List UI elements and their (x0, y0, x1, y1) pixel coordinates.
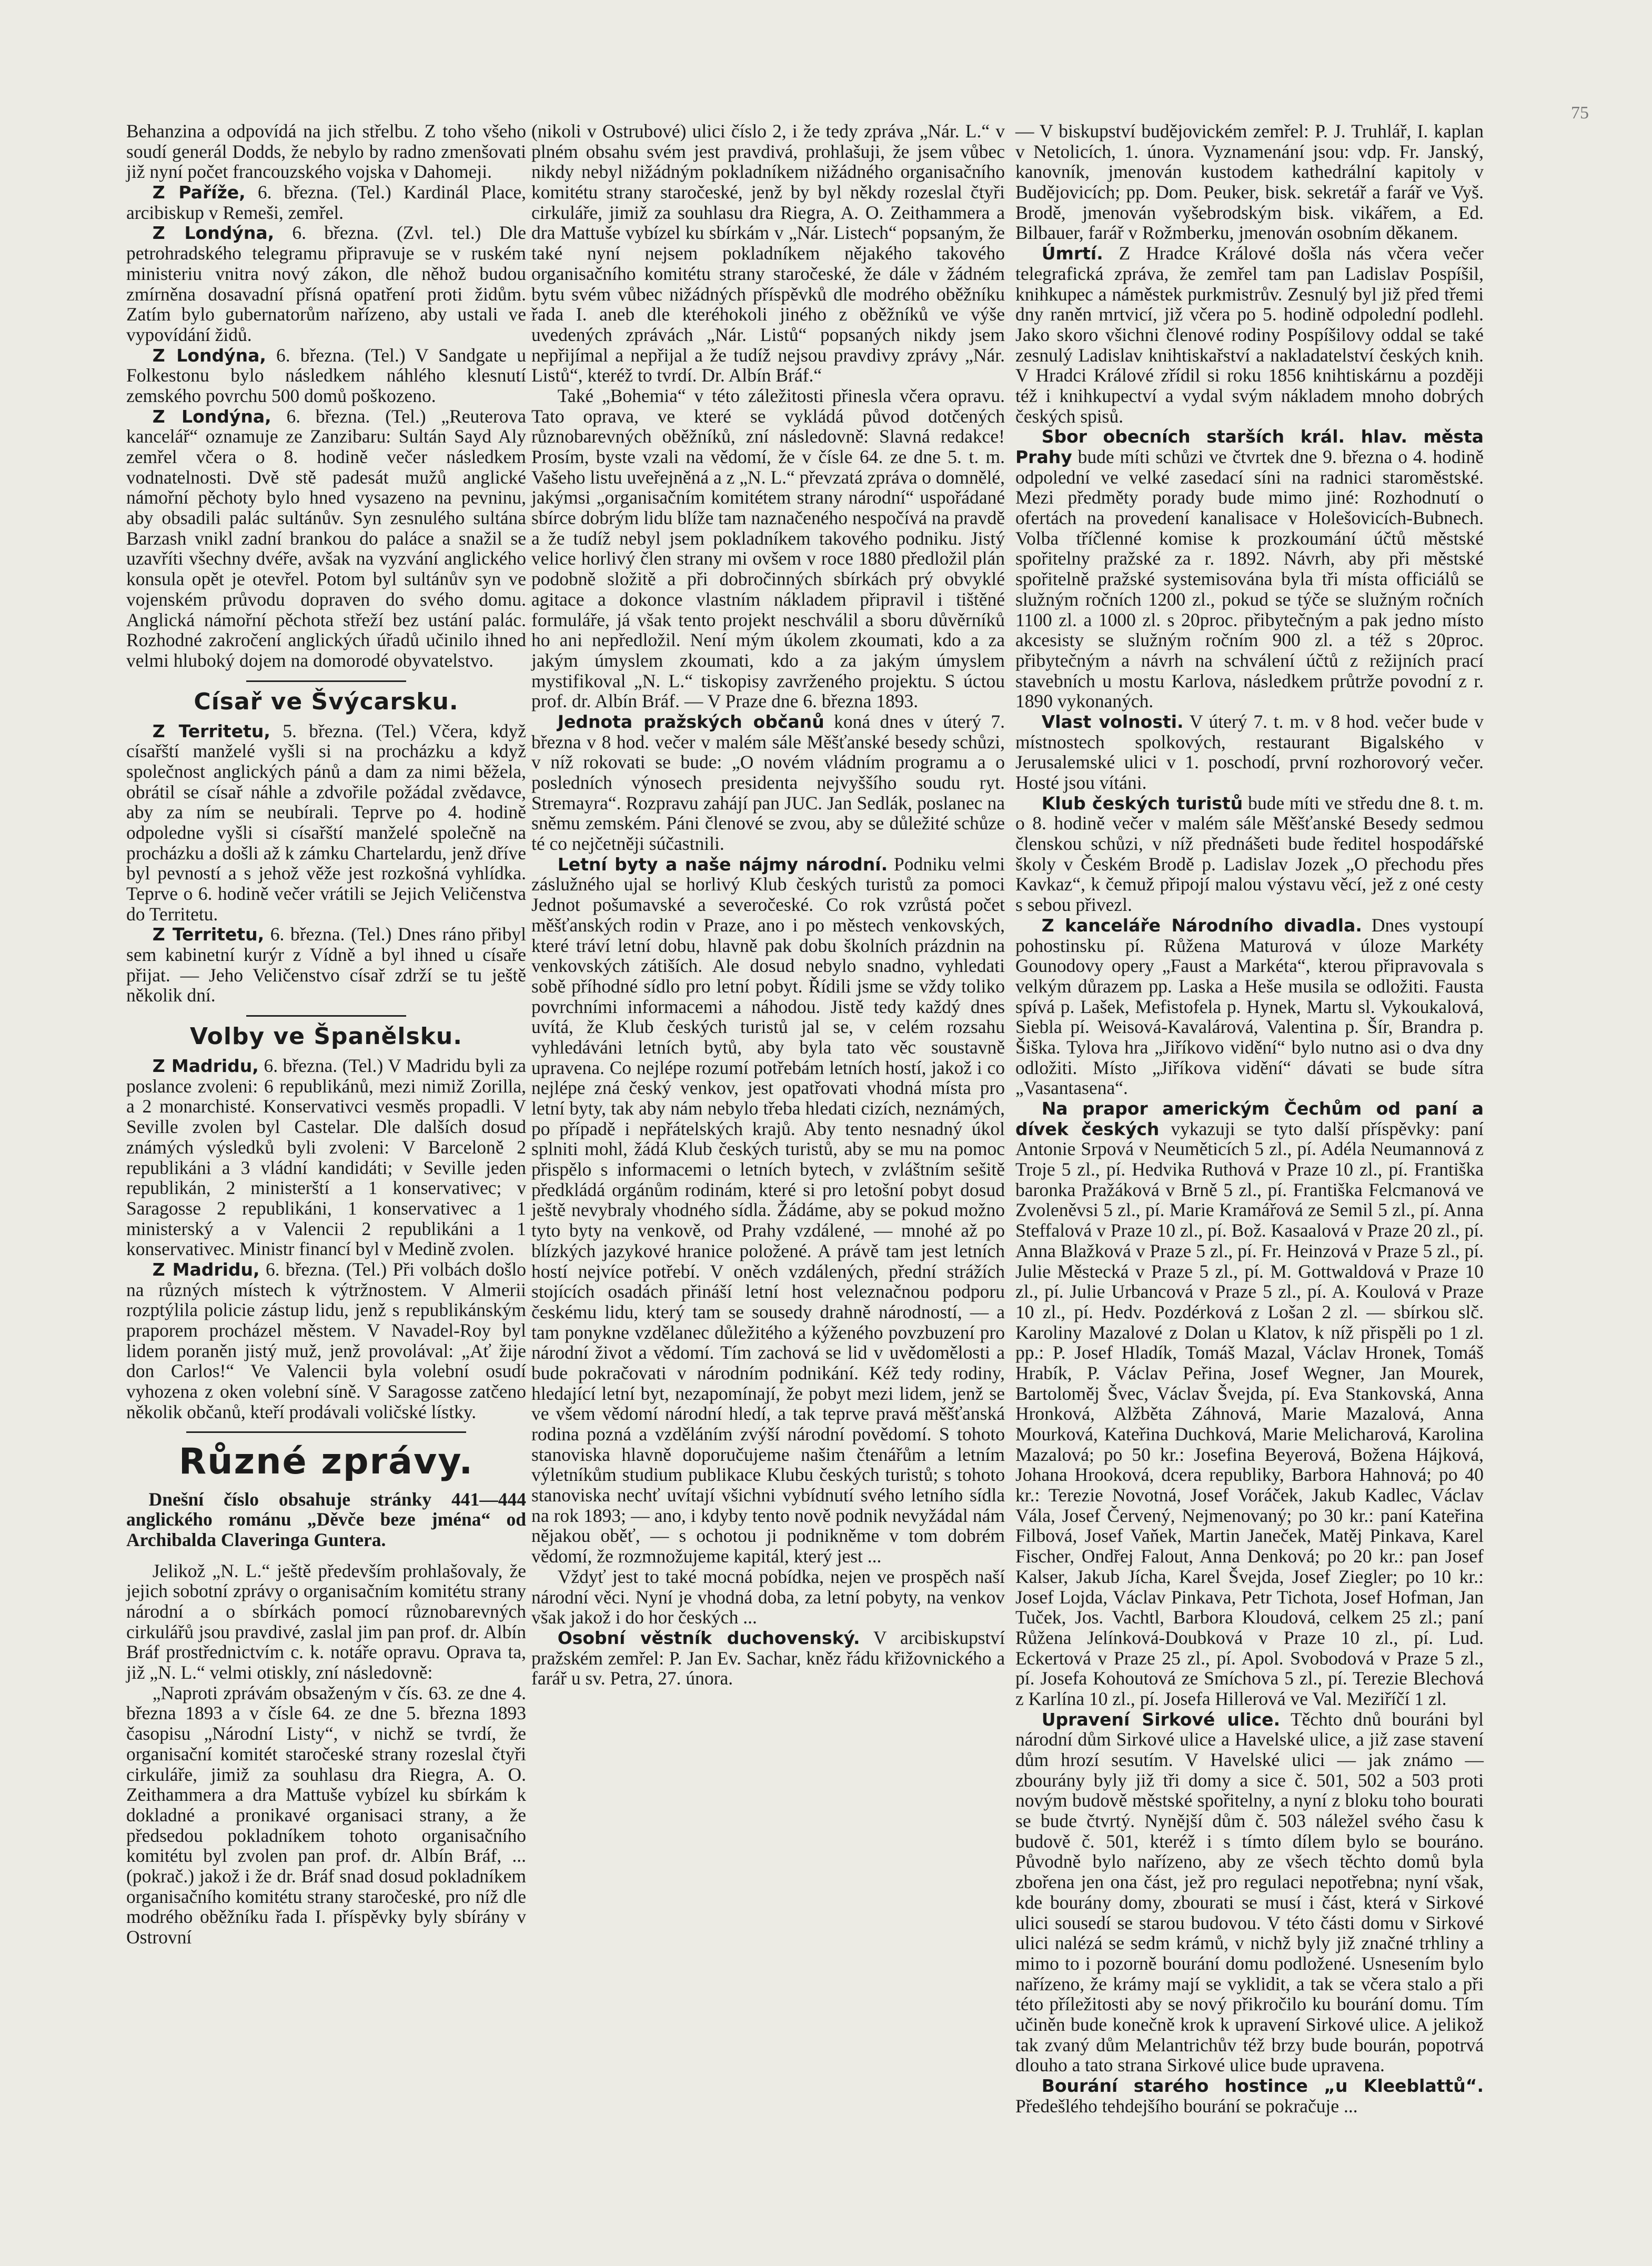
article-text: 6. března. (Tel.) Dnes ráno přibyl sem kabinetní kurýr z Vídně a byl ihned u císaře přijat. — Jeho Veličenstvo císař zdrží se tu ještě několik dní. (126, 924, 526, 1006)
dateline: Z Paříže, (152, 182, 246, 203)
novel-notice: Dnešní číslo obsahuje stránky 441—444 anglického románu „Děvče beze jména“ od Archibalda Claveringa Guntera. (126, 1488, 526, 1550)
article-text: Podniku velmi záslužného ujal se horlivý Klub českých turistů za pomoci Jednot pošumavské a severočeské. Co rok vzrůstá počet měšťanských rodin v Praze, ano i po městech venkovských, které tráví letní dobu, hlavně pak dobu školních prázdnin na venkovských zátiších. Ale dosud nebylo snadno, vyhledati sobě příhodné sídlo pro letní pobyt. Řídili jsme se vždy toliko povrchními informacemi a náhodou. Jistě tedy každý dnes uvítá, že Klub českých turistů jal se, v celém rozsahu vyhledáváni letních bytů, aby byla tato věc soustavně upravena. Co nejlépe rozumí potřebám letních hostí, jakož i co nejlépe zná český venkov, jest opatřovati vhodná místa pro letní byty, tak aby nám nebylo třeba hledati cizích, neznámých, po případě i nepřátelských krajů. Aby tento nesnadný úkol splniti mohl, žádá Klub českých turistů, aby se mu na pomoc přispělo s informacemi o letních bytech, v zvláštním sešitě předkládá orgánům rodinám, které si pro letošní pobyt dosud ještě nevybraly vhodného sídla. Žádáme, aby se pokud možno tyto byty na venkově, od Prahy vzdálené, — mnohé až po blízkých jazykové hranice položené. A právě tam jest letních hostí nejvíce potřebí. V oněch vzdálených, přední strážích stojících osadách přináší letní host veleznačnou podporu českému lidu, který tam se sousedy drahně národností, — a tam ponykne vzdělanec důležitého a kýženého povzbuzení pro národní život a vědomí. Tím zachová se lid v uvědomělosti a bude pokračovati v národním podnikání. Kéž tedy rodiny, hledající letní byt, nezapomínají, že pobyt mezi lidem, jenž se ve všem vědomí národní hledí, a tak teprve pravá měšťanská rodina pozná a vzděláním zvýší národní povědomí. S tohoto stanoviska hlavně doporučujeme našim čtenářům a letním výletníkům studium publikace Klubu českých turistů; s tohoto stanoviska nechť uvítají všichni vybídnutí svého letního sídla na rok 1893; — ano, i kdyby tento nově podnik nevyžádal nám nějakou oběť, — s ochotou ji podnikněme v tom dobrém vědomí, že rozmnožujeme kapitál, který jest ... (531, 853, 1005, 1567)
article-letni-byty (531, 854, 1005, 1567)
article-text: koná dnes v úterý 7. března v 8 hod. večer v malém sále Měšťanské besedy schůzi, v níž rokovati se bude: „O novém vládním programu a o posledních výnosech presidenta nejvyššího soudu ryt. Stremayra“. Rozpravu zahájí pan JUC. Jan Sedlák, poslanec na sněmu zemském. Páni členové se zvou, aby se důležité schůze té co nejčetněji súčastnili. (531, 710, 1005, 855)
dateline: Z Londýna, (152, 406, 271, 427)
article-text: V úterý 7. t. m. v 8 hod. večer bude v místnostech spolkových, restaurant Bigalského v Jerusalemské ulici v 1. poschodí, první rozhorovorý večer. Hosté jsou vítáni. (1015, 710, 1484, 793)
article-bourani (1015, 2076, 1484, 2116)
article-text: Z Hradce Králové došla nás včera večer telegrafická zpráva, že zemřel tam pan Ladislav Pospíšil, knihkupec a náměstek purkmistrův. Zesnulý byl již před třemi dny raněn mrtvicí, již včera po 5. hodině odpolední podlehl. Jako skoro všichni členové rodiny Pospíšilovy oddal se také zesnulý Ladislav knihtiskařství a nakladatelství českých knih. V Hradci Králové zřídil si roku 1856 knihtiskárnu a později též i knihkupectví a vydal svým nákladem mnoho dobrých českých spisů. (1015, 243, 1484, 427)
dateline: Osobní věstník duchovenský. (557, 1627, 860, 1648)
article-jednota (531, 711, 1005, 854)
dateline: Klub českých turistů (1041, 793, 1243, 814)
article-klub (1015, 793, 1484, 915)
dateline: Letní byty a naše nájmy národní. (557, 854, 888, 875)
column-2 (531, 121, 1005, 1689)
divider (246, 1015, 406, 1017)
article-london-3 (126, 406, 526, 671)
dateline: Z Madridu, (152, 1259, 260, 1280)
article-braf-continued: (nikoli v Ostrubové) ulici číslo 2, i že tedy zpráva „Nár. L.“ v plném obsahu svém jest pravdivá, prohlašuji, že jsem vůbec nikdy nebyl nižádným pokladníkem nižádného organisačního komitétu strany staročeské, jenž by byl někdy rozeslal čtyři cirkuláře, jimiž za souhlasu dra Riegra, A. O. Zeithammera a dra Mattuše vybízel ku sbírkám v „Nár. Listech“ popsaným, že také nyní nejsem pokladníkem nějakého takového organisačního komitétu strany staročeské, že dále v žádném bytu svém vůbec nižádných příspěvků dle modrého oběžníku řada I. aneb dle kteréhokoli jiného z oběžníků ve výše uvedených zprávách „Nár. Listů“ popsaných nikdy jsem nepřijímal a nepřijal a že tudíž nejsou pravdivy zprávy „Nár. Listů“, kteréž to tvrdí. Dr. Albín Bráf.“ (531, 121, 1005, 386)
article-territet-2 (126, 924, 526, 1006)
article-text: vykazuji se tyto další příspěvky: paní Antonie Srpová v Neuměticích 5 zl., pí. Adéla Neumannová z Troje 5 zl., pí. Hedvika Ruthová v Praze 10 zl., pí. Františka baronka Pražáková v Brně 5 zl., pí. Františka Felcmanová ve Zvoleněvsi 5 zl., pí. Marie Kramářová ze Semil 5 zl., pí. Anna Steffalová v Praze 10 zl., pí. Bož. Kasaalová v Praze 20 zl., pí. Anna Blažková v Praze 5 zl., pí. Fr. Heinzová v Praze 5 zl., pí. Julie Městecká v Praze 5 zl., pí. M. Gottwaldová v Praze 10 zl., pí. Julie Urbancová v Praze 5 zl., pí. A. Koulová v Praze 10 zl., pí. Hedv. Pozdérková z Lošan 2 zl. — sbírkou slč. Karoliny Mazalové z Dolan u Klatov, k níž přispěli po 1 zl. pp.: P. Josef Hladík, Tomáš Mazal, Václav Hronek, Tomáš Hrabík, P. Václav Peřina, Josef Wegner, Jan Mourek, Bartoloměj Švec, Václav Švejda, pí. Eva Stankovská, Anna Hronková, Alžběta Záhnová, Marie Mazalová, Anna Mourková, Kateřina Duchková, Marie Melicharová, Karolina Mazalová; po 50 kr.: Josefina Beyerová, Božena Hájková, Johana Hrooková, dcera republiky, Barbora Hahnová; po 40 kr.: Terezie Novotná, Josef Voráček, Jakub Kadlec, Václav Vála, Josef Červený, Nejmenovaný; po 30 kr.: paní Kateřina Filbová, Josef Vaňek, Martin Janeček, Matěj Pinkava, Karel Fischer, Ondřej Falout, Anna Denková; po 20 kr.: pan Josef Kalser, Jakub Jícha, Karel Švejda, Josef Ziegler; po 10 kr.: Josef Lojda, Václav Pinkava, Petr Tichota, Josef Hofman, Jan Tuček, Jos. Vachtl, Barbora Kloudová, celkem 25 zl.; paní Růžena Jelínková-Doubková v Praze 10 zl., pí. Lud. Eckertová v Praze 25 zl., pí. Apol. Svobodová v Praze 5 zl., pí. Josefa Kohoutová ze Smíchova 5 zl., pí. Terezie Blechová z Karlína 10 zl., pí. Josefa Hillerová ve Val. Meziříčí 1 zl. (1015, 1118, 1484, 1709)
column-3 (1015, 121, 1484, 2116)
dateline: Bourání starého hostince „u Kleeblattů“. (1041, 2076, 1484, 2096)
dateline: Na prapor americkým Čechům od paní a dívek českých (1015, 1098, 1484, 1139)
section-heading-misc: Různé zprávy. (178, 1441, 474, 1483)
article-osobni-vestnik (531, 1628, 1005, 1689)
dateline: Upravení Sirkové ulice. (1041, 1709, 1281, 1730)
article-text: Předešlého tehdejšího bourání se pokračuje ... (1015, 2095, 1358, 2117)
dateline: Z Territetu, (152, 924, 265, 945)
dateline: Jednota pražských občanů (557, 711, 824, 732)
article-sirkova (1015, 1709, 1484, 2076)
article-madrid-2 (126, 1259, 526, 1422)
section-heading-spain: Volby ve Španělsku. (190, 1023, 462, 1050)
dateline: Z Londýna, (152, 223, 275, 244)
page-number: 75 (1571, 103, 1589, 123)
article-continuation: Vždyť jest to také mocná pobídka, nejen ve prospěch naší národní věci. Nyní je vhodná doba, za letní pobyty, na venkov však jakož i do hor českých ... (531, 1566, 1005, 1628)
article-london-2 (126, 345, 526, 406)
article-madrid-1 (126, 1056, 526, 1259)
article-text: 5. března. (Tel.) Včera, když císařští manželé vyšli si na procházku a když společnost anglických pánů a dam za nimi běžela, obrátil se císař náhle a zdvořile požádal zvědavce, aby za ním se neubírali. Teprve po 4. hodině odpoledne vyšli si císařští manželé společně na procházku a došli až k zámku Chartelardu, jenž dříve byl pevností a s jehož věže jest rozkošná vyhlídka. Teprve o 6. hodině večer vrátili se Jejich Veličenstva do Territetu. (126, 720, 527, 925)
article-text: 6. března. (Tel.) „Reuterova kancelář“ oznamuje ze Zanzibaru: Sultán Sayd Aly zemřel včera o 8. hodině večer následkem vodnatelnosti. Dvě stě padesát mužů anglické námořní pěchoty bylo hned vysazeno na pevninu, aby obsadili palác sultánův. Syn zesnulého sultána Barzash vnikl zadní brankou do paláce a snažil se uzavříti všechny dvéře, avšak na vyzvání anglického konsula opět je otevřel. Potom byl sultánův syn ve vojenském průvodu dopraven do svého domu. Anglická námořní pěchota střeží bez ustání palác. Rozhodné zakročení anglických úřadů učinilo ihned velmi hluboký dojem na domorodé obyvatelstvo. (126, 405, 526, 671)
article-text: 6. března. (Tel.) Při volbách došlo na různých místech k výtržnostem. V Almerii rozptýlila policie zástup lidu, jenž s republikánským praporem procházel městem. V Navadel-Roy byl lidem poraněn jistý muž, jenž provolával: „Ať žije don Carlos!“ Ve Valencii byla volební osudí vyhozena z oken volební síně. V Saragosse zatčeno několik občanů, kteří prodávali voličské lístky. (126, 1258, 526, 1422)
article-text: Dnes vystoupí pohostinsku pí. Růžena Maturová v úloze Markéty Gounodovy opery „Faust a Markéta“, kterou připravovala s velkým důrazem pp. Laska a Heše musila se odložiti. Fausta spívá p. Lašek, Mefistofela p. Hynek, Martu sl. Vykoukalová, Siebla pí. Weisová-Kavalárová, Valentina p. Šír, Brandra p. Šiška. Tylova hra „Jiříkovo vidění“ bylo nutno asi o dva dny odložiti. Místo „Jiříkova vidění“ dávati se bude sítra „Vasantasena“. (1015, 914, 1484, 1099)
article-text: 6. března. (Tel.) V Sandgate u Folkestonu bylo následkem náhlého klesnutí zemského povrchu 500 domů poškozeno. (126, 344, 527, 406)
dateline: Z kanceláře Národního divadla. (1041, 915, 1362, 936)
divider (246, 680, 406, 682)
dateline: Sbor obecních starších král. hlav. města Prahy (1015, 426, 1484, 467)
dateline: Úmrtí. (1041, 243, 1103, 264)
article-bohemia: Také „Bohemia“ v této záležitosti přinesla včera opravu. Tato oprava, ve které se vykládá původ dotčených různobarevných oběžníků, zní následovně: Slavná redakce! Prosím, byste vzali na vědomí, že v čísle 64. ze dne 5. t. m. Vašeho listu uveřejněná a z „N. L.“ převzatá zpráva o domnělé, jakýmsi „organisačním komitétem strany národní“ uspořádané sbírce dobrým lidu blíže tam naznačeného nespočívá na pravdě a že tudíž nebyl jsem pokladníkem takového podniku. Jistý velice horlivý člen strany mi ovšem v roce 1880 předložil plán podobně složitě a při dobročinných sbírkách prý obvyklé agitace a dokonce vlastním nákladem připravil i tištěné formuláře, já však tento projekt neschválil a sboru důvěrníků ho ani nepředložil. Není mým úkolem zkoumati, kdo a za jakým úmyslem zkoumati, kdo a za jakým úmyslem mystifikoval „N. L.“ tiskopisy zavrženého projektu. S úctou prof. dr. Albín Bráf. — V Praze dne 6. března 1893. (531, 385, 1005, 712)
dateline: Z Madridu, (152, 1056, 259, 1077)
article-prapor (1015, 1098, 1484, 1709)
article-braf-intro: Jelikož „N. L.“ ještě především prohlašovaly, že jejich sobotní zprávy o organisačním komitétu strany národní a o sbírkách pomocí různobarevných cirkulářů jsou pravdivé, zaslal jim pan prof. dr. Albín Bráf prostřednictvím c. k. notáře opravu. Oprava ta, již „N. L.“ velmi otiskly, zní následovně: (126, 1560, 526, 1683)
article-text: bude míti ve středu dne 8. t. m. o 8. hodině večer v malém sále Měšťanské Besedy sedmou členskou schůzi, v níž přednášeti bude ředitel hospodářské školy v Českém Brodě p. Ladislav Jozek „O přechodu přes Kavkaz“, k čemuž připojí malou výstavu věcí, jež z oné cesty s sebou přivezl. (1015, 792, 1484, 916)
article-territet-1 (126, 721, 526, 925)
dateline: Z Territetu, (152, 720, 270, 741)
article-umrti (1015, 243, 1484, 426)
article-braf-quote: „Naproti zprávám obsaženým v čís. 63. ze dne 4. března 1893 a v čísle 64. ze dne 5. března 1893 časopisu „Národní Listy“, v nichž se tvrdí, že organisační komitét staročeské strany rozeslal čtyři cirkuláře, jimiž za souhlasu dra Riegra, A. O. Zeithammera a dra Mattuše vybízel ku sbírkám k dokladné a pronikavé organisaci strany, a že předsedou pokladníkem tohoto organisačního komitétu byl zvolen pan prof. dr. Albín Bráf, ...(pokrač.) jakož i že dr. Bráf snad dosud pokladníkem organisačního komitétu strany staročeské, pro níž dle modrého oběžníku řada I. příspěvky byly sbírány v Ostrovní (126, 1682, 526, 1948)
article-text: bude míti schůzi ve čtvrtek dne 9. března o 4. hodině odpolední ve velké zasedací síni na radnici staroměstské. Mezi předměty porady bude mimo jiné: Rozhodnutí o ofertách na provedení kanalisace v Holešovicích-Bubnech. Volba tříčlenné komise k prozkoumání účtů městské spořitelny pražské za r. 1892. Návrh, aby při městské spořitelně pražské systemisována byla tři místa officiálů se služným ročních 1200 zl., pokud se týče se služným ročních 1100 zl. a 1000 zl. s 20proc. přibytečným a pak jedno místo akcesisty se služným ročním 900 zl. a též s 20proc. přibytečným a návrh na schválení účtů z režijních prací stavebních u mostu Karlova, následkem průtrže povodní z r. 1890 vykonaných. (1015, 446, 1484, 712)
article-text: V arcibiskupství pražském zemřel: P. Jan Ev. Sachar, kněz řádu křižovnického a farář u sv. Petra, 27. února. (531, 1627, 1005, 1689)
column-1 (126, 121, 526, 1948)
article-paris (126, 182, 526, 223)
divider (186, 1431, 466, 1433)
article-text: 6. března. (Tel.) V Madridu byli za poslance zvoleni: 6 republikánů, mezi nimiž Zorilla, a 2 monarchisté. Konservativci vesměs propadli. V Seville zvolen byl Castelar. Dle dalších dosud známých výsledků byli zvoleni: V Barceloně 2 republikáni a 3 vládní kandidáti; v Seville jeden republikán, 2 ministerští a 1 konservativec; v Saragosse 2 republikáni, 1 konservativec a 1 ministerský a v Valencii 2 republikáni a 1 konservativec. Ministr financí byl v Medině zvolen. (126, 1055, 526, 1260)
article-sbor (1015, 426, 1484, 711)
article-text: 6. března. (Zvl. tel.) Dle petrohradského telegramu připravuje se v ruském ministeriu vnitra nový zákon, dle něhož budou zmírněna dosavadní přísná opatření proti židům. Zatím bylo gubernatorům nařízeno, aby ustali ve vypovídání židů. (126, 222, 527, 345)
article-intro: Behanzina a odpovídá na jich střelbu. Z toho všeho soudí generál Dodds, že nebylo by radno zmenšovati již nyní počet francouzského vojska v Dahomeji. (126, 121, 526, 183)
article-text: Těchto dnů bouráni byl národní dům Sirkové ulice a Havelské ulice, a již zase stavení dům hrozí sesutím. V Havelské ulici — jak známo — zbourány byly již tři domy a sice č. 501, 502 a 503 proti novým budově městské spořitelny, a nyní z bloku toho bourati se bude čtvrtý. Nynější dům č. 503 náležel svého času k budově č. 501, kteréž i s tímto dílem bylo se bouráno. Původně bylo nařízeno, aby ze všech těchto domů byla zbořena jen ona část, jež pro regulaci nepotřebna; nyní však, kde bourány domy, zbourati se musí i část, která v Sirkové ulici sousedí se starou budovou. V této části domu v Sirkové ulici nalézá se sedm krámů, v nichž byly již značné trhliny a mimo to i pozorně bourání domu podložené. Usnesením bylo nařízeno, že krámy mají se vyklidit, a tak se včera stalo a při této příležitosti aby se nový přikročilo ku bourání domu. Tím učiněn bude konečně krok k upravení Sirkové ulice. A jelikož tak zvaný dům Melantrichův též brzy bude bourán, popotrvá dlouho a tato strana Sirkové ulice bude upravena. (1015, 1708, 1484, 2076)
article-text: 6. března. (Tel.) Kardinál Place, arcibiskup v Remeši, zemřel. (126, 182, 527, 223)
article-london-1 (126, 223, 526, 345)
dateline: Z Londýna, (152, 345, 266, 366)
dateline: Vlast volnosti. (1041, 711, 1184, 732)
article-kancelar (1015, 915, 1484, 1098)
section-heading-swiss: Císař ve Švýcarsku. (194, 688, 459, 715)
article-budejovice: — V biskupství budějovickém zemřel: P. J. Truhlář, I. kaplan v Netolicích, 1. února. Vyznamenání jsou: vdp. Fr. Janský, kanovník, jmenován kustodem kathedrální kapitoly v Budějovicích; pp. Dom. Peuker, bisk. sekretář a farář ve Vyš. Brodě, jmenován vyšebrodským bisk. vikářem, a Ed. Bilbauer, farář v Rožmberku, jmenován osobním děkanem. (1015, 121, 1484, 244)
article-vlast (1015, 711, 1484, 793)
